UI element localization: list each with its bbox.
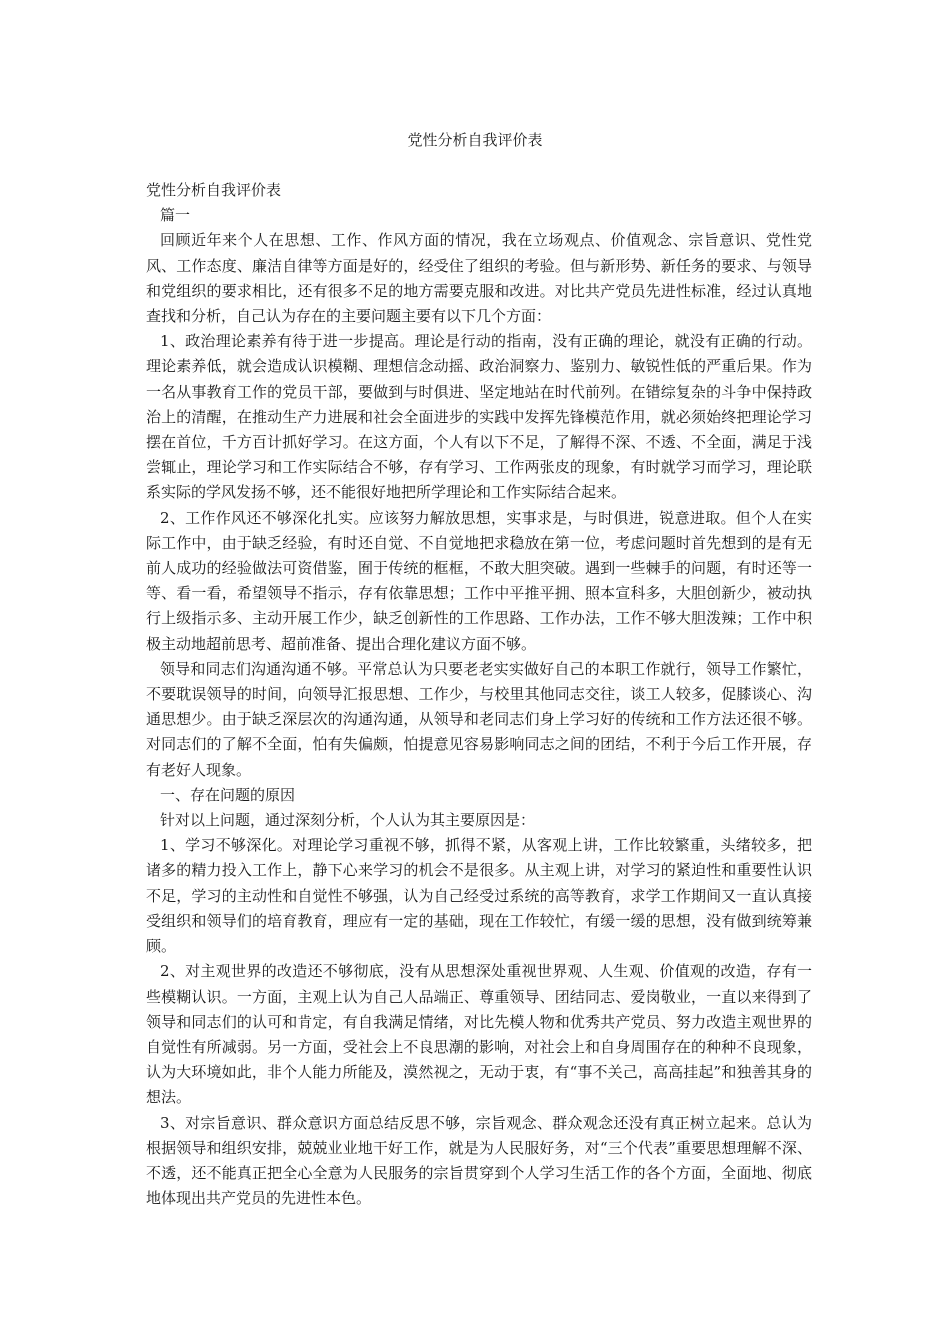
section-heading-causes: 一、存在问题的原因 [160, 785, 296, 804]
paragraph-problem-2: 2、工作作风还不够深化扎实。应该努力解放思想，实事求是，与时俱进，锐意进取。但个人在实际工作中，由于缺乏经验，有时还自觉、不自觉地把求稳放在第一位，考虑问题时首先想到的是有无前人成功的经验做法可资借鉴，囿于传统的框框，不敢大胆突破。遇到一些棘手的问题，有时还等一等、看一看，希望领导不指示，存有依靠思想；工作中平推平拥、照本宣科多，大胆创新少，被动执行上级指示多、主动开展工作少，缺乏创新性的工作思路、工作办法，工作不够大胆泼辣；工作中积极主动地超前思考、超前准备、提出合理化建议方面不够。 [146, 508, 812, 653]
document-body [146, 178, 812, 1211]
paragraph-cause-3: 3、对宗旨意识、群众意识方面总结反思不够，宗旨观念、群众观念还没有真正树立起来。总认为根据领导和组织安排，兢兢业业地干好工作，就是为人民服好务，对“三个代表”重要思想理解不深、不透，还不能真正把全心全意为人民服务的宗旨贯穿到个人学习生活工作的各个方面，全面地、彻底地体现出共产党员的先进性本色。 [146, 1113, 812, 1208]
paragraph-cause-1: 1、学习不够深化。对理论学习重视不够，抓得不紧，从客观上讲，工作比较繁重，头绪较多，把诸多的精力投入工作上，静下心来学习的机会不是很多。从主观上讲，对学习的紧迫性和重要性认识不足，学习的主动性和自觉性不够强，认为自己经受过系统的高等教育，求学工作期间又一直认真接受组织和领导们的培育教育，理应有一定的基础，现在工作较忙，有缓一缓的思想，没有做到统筹兼顾。 [146, 836, 812, 956]
paragraph-causes-intro: 针对以上问题，通过深刻分析，个人认为其主要原因是： [160, 811, 536, 830]
document-title: 党性分析自我评价表 [407, 131, 543, 149]
document-subtitle: 党性分析自我评价表 [146, 181, 282, 199]
paragraph-cause-2: 2、对主观世界的改造还不够彻底，没有从思想深处重视世界观、人生观、价值观的改造，存有一些模糊认识。一方面，主观上认为自己人品端正、尊重领导、团结同志、爱岗敬业，一直以来得到了领导和同志们的认可和肯定，有自我满足情绪，对比先模人物和优秀共产党员、努力改造主观世界的自觉性有所减弱。另一方面，受社会上不良思潮的影响，对社会上和自身周围存在的种种不良现象，认为大环境如此，非个人能力所能及，漠然视之，无动于衷，有“事不关己，高高挂起”和独善其身的想法。 [146, 962, 812, 1107]
section-label-pian-yi: 篇一 [160, 206, 191, 225]
paragraph-problem-3: 领导和同志们沟通沟通不够。平常总认为只要老老实实做好自己的本职工作就行，领导工作繁忙，不要耽误领导的时间，向领导汇报思想、工作少，与校里其他同志交往，谈工人较多，促膝谈心、沟通思想少。由于缺乏深层次的沟通沟通，从领导和老同志们身上学习好的传统和工作方法还很不够。对同志们的了解不全面，怕有失偏颇，怕提意见容易影响同志之间的团结，不利于今后工作开展，存有老好人现象。 [146, 659, 812, 779]
paragraph-intro: 回顾近年来个人在思想、工作、作风方面的情况，我在立场观点、价值观念、宗旨意识、党性党风、工作态度、廉洁自律等方面是好的，经受住了组织的考验。但与新形势、新任务的要求、与领导和党组织的要求相比，还有很多不足的地方需要克服和改进。对比共产党员先进性标准，经过认真地查找和分析，自己认为存在的主要问题主要有以下几个方面： [146, 231, 812, 326]
paragraph-problem-1: 1、政治理论素养有待于进一步提高。理论是行动的指南，没有正确的理论，就没有正确的行动。理论素养低，就会造成认识模糊、理想信念动摇、政治洞察力、鉴别力、敏锐性低的严重后果。作为一名从事教育工作的党员干部，要做到与时俱进、坚定地站在时代前列。在错综复杂的斗争中保持政治上的清醒，在推动生产力进展和社会全面进步的实践中发挥先锋模范作用，就必须始终把理论学习摆在首位，千方百计抓好学习。在这方面，个人有以下不足，了解得不深、不透、不全面，满足于浅尝辄止，理论学习和工作实际结合不够，存有学习、工作两张皮的现象，有时就学习而学习，理论联系实际的学风发扬不够，还不能很好地把所学理论和工作实际结合起来。 [146, 332, 812, 502]
